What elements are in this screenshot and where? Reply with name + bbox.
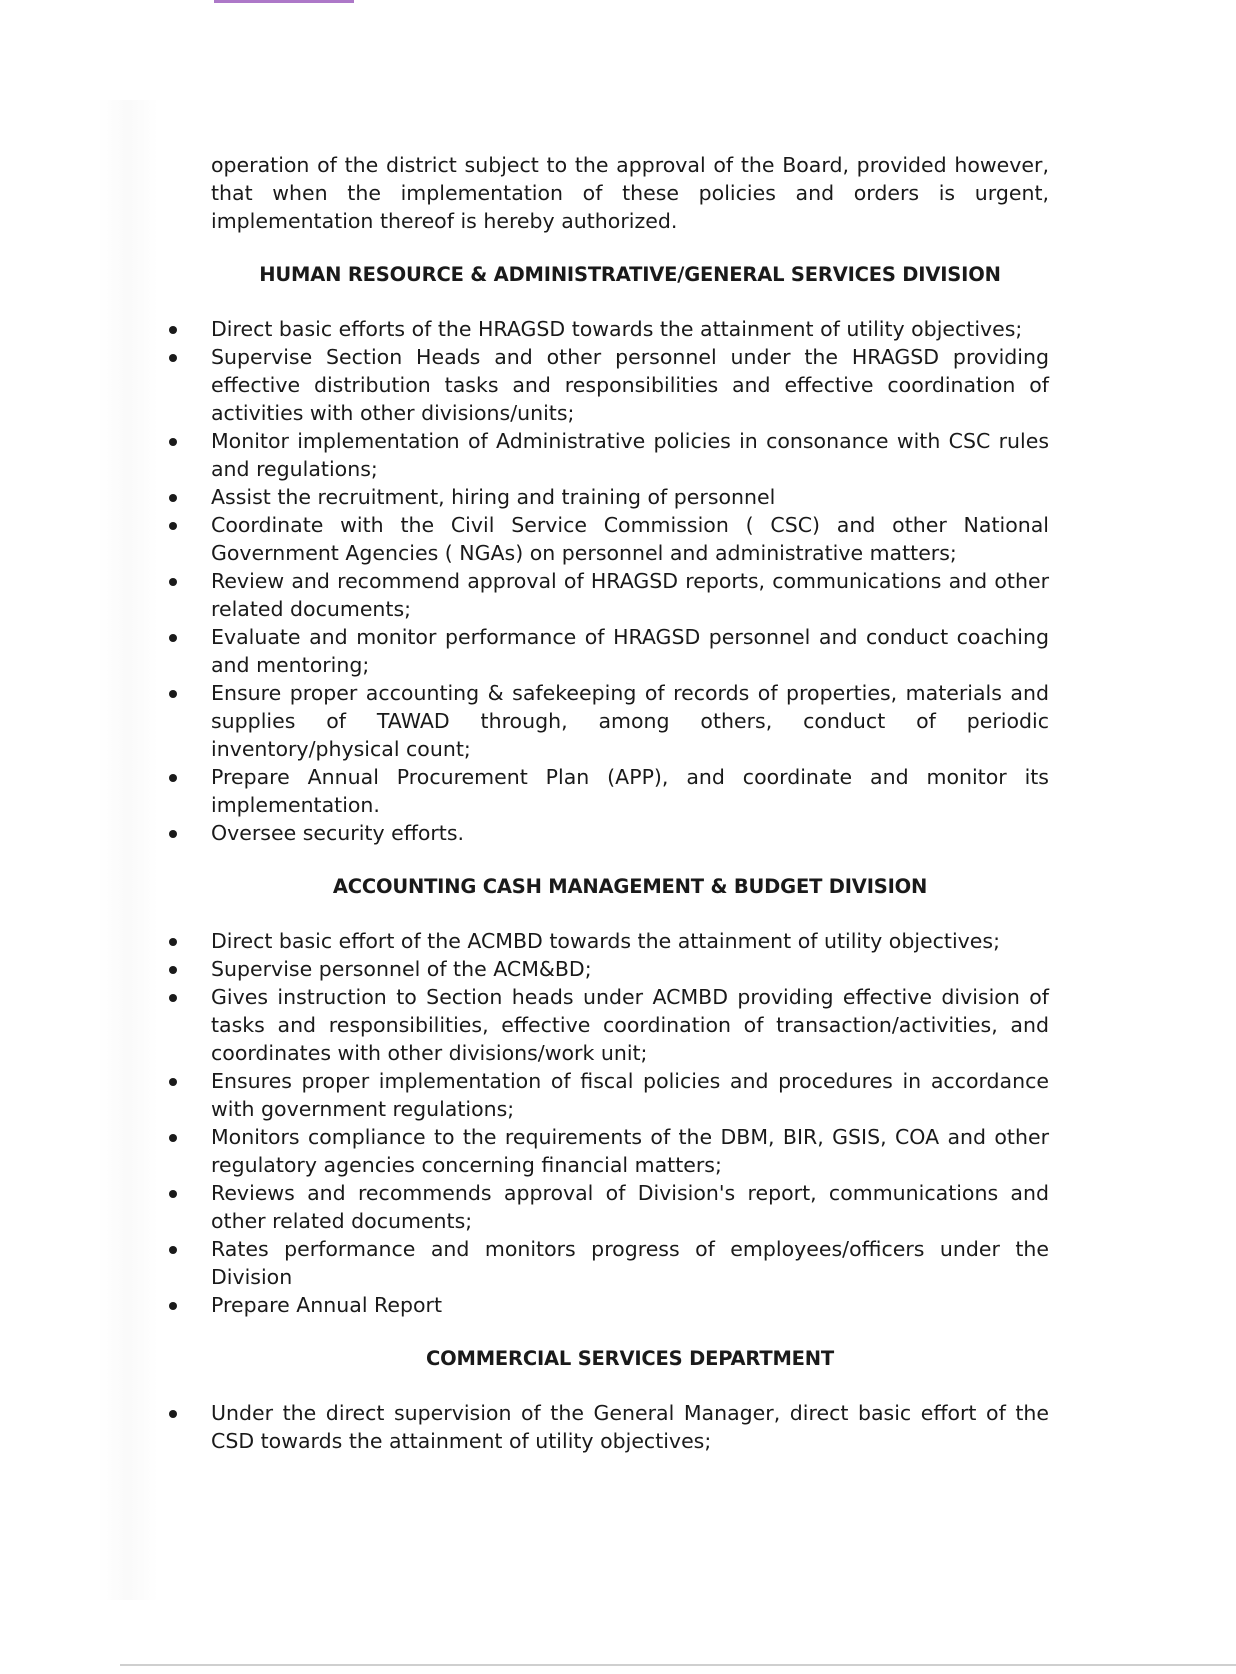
list-item: Supervise personnel of the ACM&BD; xyxy=(165,955,1049,983)
list-item: Ensures proper implementation of fiscal policies and procedures in accordance with government regulations; xyxy=(165,1067,1049,1123)
section-heading: HUMAN RESOURCE & ADMINISTRATIVE/GENERAL SERVICES DIVISION xyxy=(259,263,1001,286)
section-hragsd xyxy=(165,261,1050,847)
bullet-icon xyxy=(169,326,177,334)
bullet-icon xyxy=(169,994,177,1002)
bullet-icon xyxy=(169,1078,177,1086)
bullet-icon xyxy=(169,966,177,974)
list-item: Evaluate and monitor performance of HRAGSD personnel and conduct coaching and mentoring; xyxy=(165,623,1049,679)
bullet-icon xyxy=(169,830,177,838)
bullet-icon xyxy=(169,1246,177,1254)
top-edge-mark xyxy=(214,0,354,3)
intro-paragraph: operation of the district subject to the approval of the Board, provided however, that when the implementation of these policies and orders is urgent, implementation thereof is hereby authorized. xyxy=(211,153,1049,233)
bullet-icon xyxy=(169,438,177,446)
bullet-icon xyxy=(169,1190,177,1198)
list-item: Under the direct supervision of the General Manager, direct basic effort of the CSD towards the attainment of utility objectives; xyxy=(165,1399,1049,1455)
list-item: Supervise Section Heads and other personnel under the HRAGSD providing effective distribution tasks and responsibilities and effective coordination of activities with other divisions/units; xyxy=(165,343,1049,427)
section-csd xyxy=(165,1345,1050,1455)
bullet-icon xyxy=(169,578,177,586)
bullet-icon xyxy=(169,494,177,502)
list-item: Rates performance and monitors progress of employees/officers under the Division xyxy=(165,1235,1049,1291)
list-item: Review and recommend approval of HRAGSD reports, communications and other related documents; xyxy=(165,567,1049,623)
bullet-list xyxy=(165,1399,1050,1455)
section-acmbd xyxy=(165,873,1050,1319)
bullet-icon xyxy=(169,1410,177,1418)
list-item: Prepare Annual Report xyxy=(165,1291,1049,1319)
list-item: Reviews and recommends approval of Division's report, communications and other related documents; xyxy=(165,1179,1049,1235)
bullet-icon xyxy=(169,634,177,642)
bullet-list xyxy=(165,315,1050,847)
list-item: Direct basic effort of the ACMBD towards the attainment of utility objectives; xyxy=(165,927,1049,955)
bullet-icon xyxy=(169,354,177,362)
document-body xyxy=(165,151,1050,1455)
scan-shadow xyxy=(98,100,158,1600)
list-item: Monitor implementation of Administrative policies in consonance with CSC rules and regulations; xyxy=(165,427,1049,483)
bottom-edge-line xyxy=(120,1664,1236,1666)
section-heading: COMMERCIAL SERVICES DEPARTMENT xyxy=(426,1347,834,1370)
list-item: Assist the recruitment, hiring and training of personnel xyxy=(165,483,1049,511)
list-item: Monitors compliance to the requirements of the DBM, BIR, GSIS, COA and other regulatory agencies concerning financial matters; xyxy=(165,1123,1049,1179)
list-item: Direct basic efforts of the HRAGSD towards the attainment of utility objectives; xyxy=(165,315,1049,343)
bullet-icon xyxy=(169,1134,177,1142)
bullet-icon xyxy=(169,774,177,782)
bullet-icon xyxy=(169,1302,177,1310)
list-item: Ensure proper accounting & safekeeping of records of properties, materials and supplies of TAWAD through, among others, conduct of periodic inventory/physical count; xyxy=(165,679,1049,763)
list-item: Prepare Annual Procurement Plan (APP), and coordinate and monitor its implementation. xyxy=(165,763,1049,819)
bullet-icon xyxy=(169,690,177,698)
bullet-list xyxy=(165,927,1050,1319)
list-item: Oversee security efforts. xyxy=(165,819,1049,847)
bullet-icon xyxy=(169,522,177,530)
bullet-icon xyxy=(169,938,177,946)
section-heading: ACCOUNTING CASH MANAGEMENT & BUDGET DIVISION xyxy=(332,875,928,898)
list-item: Coordinate with the Civil Service Commission ( CSC) and other National Government Agencies ( NGAs) on personnel and administrative matters; xyxy=(165,511,1049,567)
list-item: Gives instruction to Section heads under ACMBD providing effective division of tasks and responsibilities, effective coordination of transaction/activities, and coordinates with other divisions/work unit; xyxy=(165,983,1049,1067)
